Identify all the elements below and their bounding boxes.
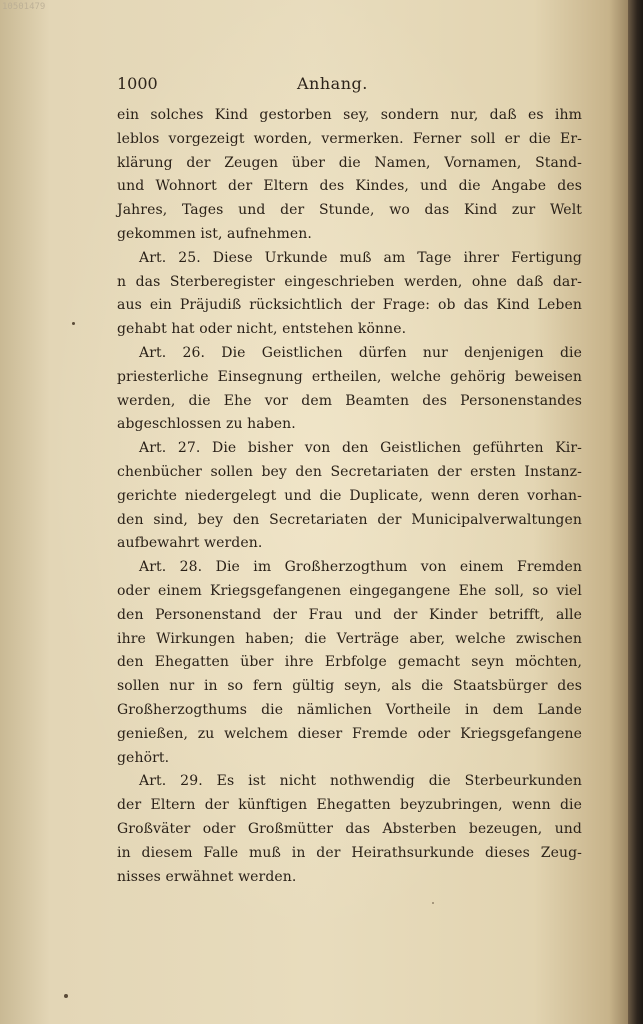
ink-spot (432, 902, 434, 904)
text-line: den Ehegatten über ihre Erbfolge gemacht seyn möchten, (117, 654, 582, 671)
page-header (117, 74, 582, 98)
text-line: und Wohnort der Eltern des Kindes, und die Angabe des (117, 178, 582, 195)
body-text (117, 104, 582, 889)
text-line: der Eltern der künftigen Ehegatten beyzubringen, wenn die (117, 797, 582, 814)
text-line: nisses erwähnet werden. (117, 868, 297, 885)
text-line: Jahres, Tages und der Stunde, wo das Kind zur Welt (117, 202, 582, 219)
text-line: gerichte niedergelegt und die Duplicate, wenn deren vorhan- (117, 487, 582, 504)
text-line: sollen nur in so fern gültig seyn, als die Staatsbürger des (117, 678, 582, 695)
text-line: Art. 25. Diese Urkunde muß am Tage ihrer Fertigung (139, 249, 582, 266)
text-line: den Personenstand der Frau und der Kinder betrifft, alle (117, 606, 582, 623)
text-line: Art. 26. Die Geistlichen dürfen nur denjenigen die (139, 344, 582, 361)
text-line: oder einem Kriegsgefangenen eingegangene Ehe soll, so viel (117, 582, 582, 599)
ink-spot (72, 322, 75, 325)
text-line: in diesem Falle muß in der Heirathsurkunde dieses Zeug- (117, 844, 582, 861)
text-line: aus ein Präjudiß rücksichtlich der Frage: ob das Kind Leben (117, 297, 582, 314)
ink-spot (64, 994, 68, 998)
text-line: werden, die Ehe vor dem Beamten des Personenstandes (117, 392, 582, 409)
text-line: chenbücher sollen bey den Secretariaten der ersten Instanz- (117, 463, 582, 480)
text-line: Großväter oder Großmütter das Absterben bezeugen, und (117, 820, 582, 837)
text-line: ihre Wirkungen haben; die Verträge aber, welche zwischen (117, 630, 582, 647)
text-line: gehört. (117, 749, 170, 766)
page-number: 1000 (117, 74, 158, 93)
text-line: ein solches Kind gestorben sey, sondern nur, daß es ihm (117, 107, 582, 123)
page-edge (628, 0, 643, 1024)
catalog-stamp: 10501479 (2, 2, 46, 12)
text-line: Art. 28. Die im Großherzogthum von einem Fremden (139, 559, 582, 576)
text-line: aufbewahrt werden. (117, 535, 263, 552)
text-line: Art. 29. Es ist nicht nothwendig die Sterbeurkunden (139, 773, 582, 790)
text-line: Art. 27. Die bisher von den Geistlichen geführten Kir- (139, 440, 582, 457)
text-line: klärung der Zeugen über die Namen, Vornamen, Stand- (117, 154, 582, 171)
running-head: Anhang. (297, 74, 368, 93)
text-line: gekommen ist, aufnehmen. (117, 225, 312, 242)
text-line: leblos vorgezeigt worden, vermerken. Ferner soll er die Er- (117, 130, 582, 147)
text-line: gehabt hat oder nicht, entstehen könne. (117, 321, 407, 338)
text-line: priesterliche Einsegnung ertheilen, welche gehörig beweisen (117, 368, 582, 385)
text-line: n das Sterberegister eingeschrieben werden, ohne daß dar- (117, 273, 582, 290)
text-line: genießen, zu welchem dieser Fremde oder Kriegsgefangene (117, 725, 582, 742)
text-line: Großherzogthums die nämlichen Vortheile in dem Lande (117, 701, 582, 718)
text-line: den sind, bey den Secretariaten der Municipalverwaltungen (117, 511, 582, 528)
text-line: abgeschlossen zu haben. (117, 416, 296, 433)
